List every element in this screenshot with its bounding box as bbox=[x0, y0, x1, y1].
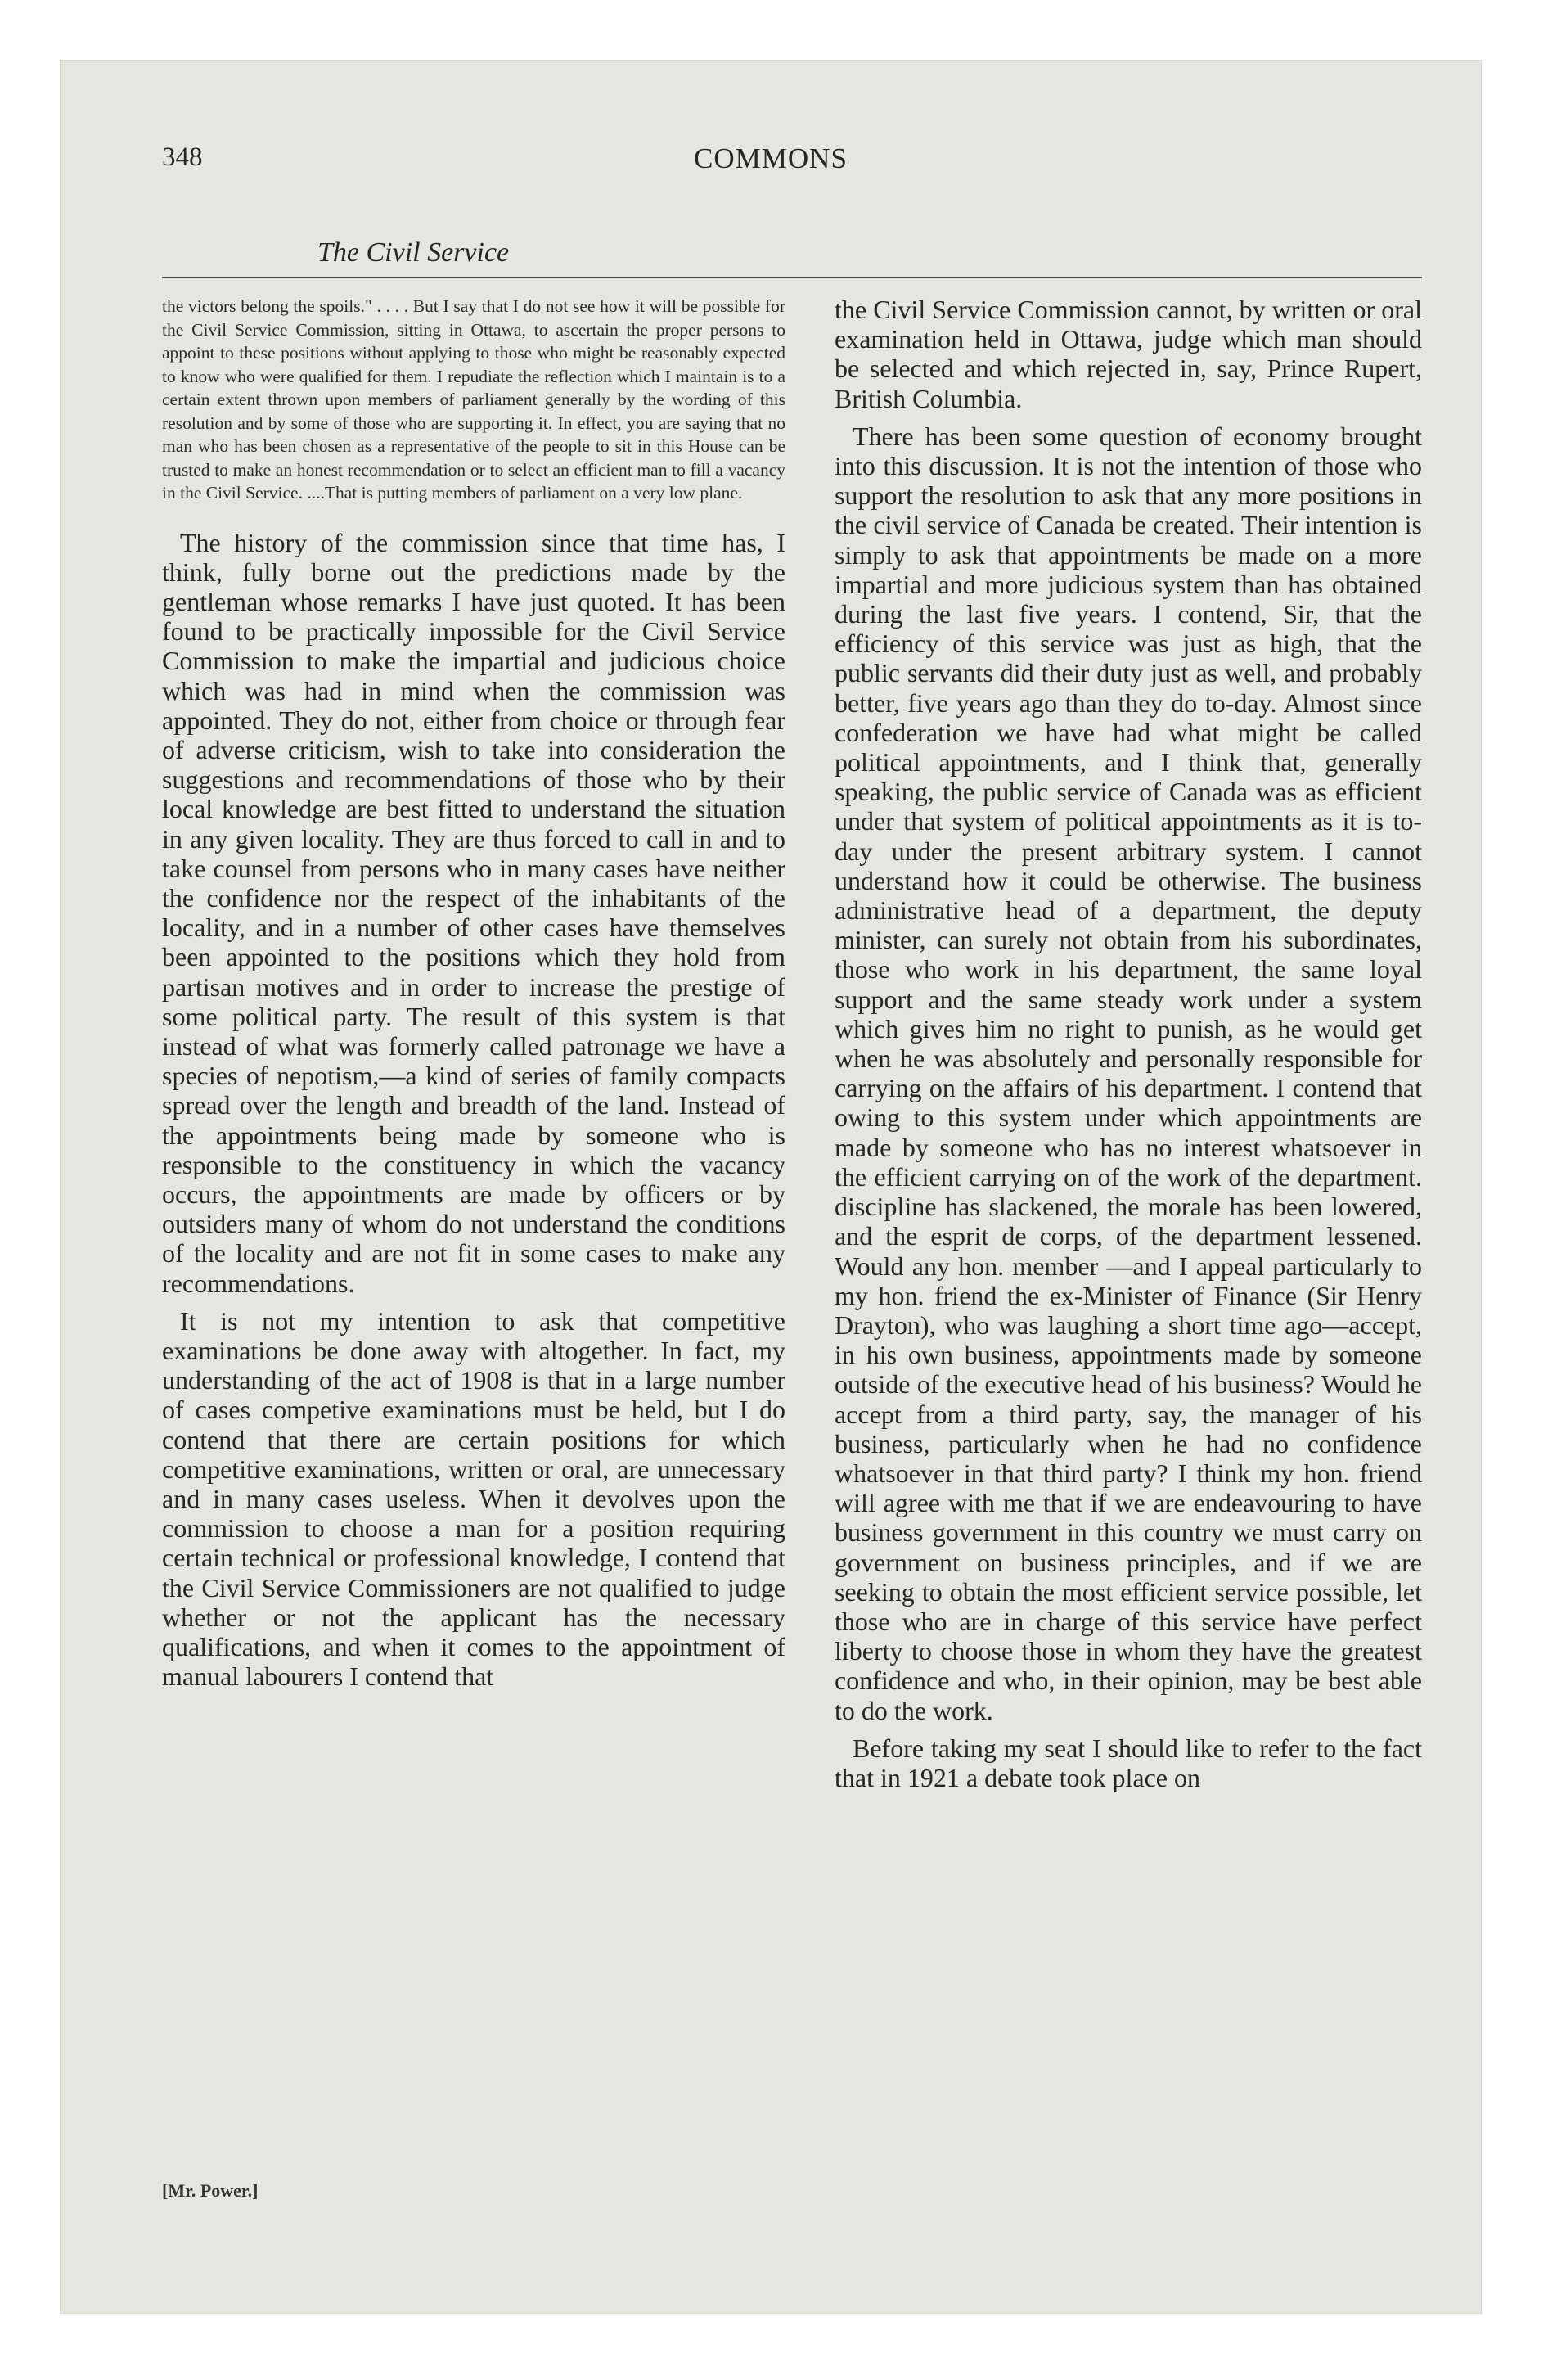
paragraph: the Civil Service Commission cannot, by written or oral examination held in Ottawa, judge which man should be selected and which rejected in, say, Prince Rupert, British Columbia. bbox=[835, 295, 1422, 413]
page-content bbox=[119, 61, 1422, 2313]
paragraph: The history of the commission since that time has, I think, fully borne out the predictions made by the gentleman whose remarks I have just quoted. It has been found to be practically impossible for the Civil Service Commission to make the impartial and judicious choice which was had in mind when the commission was appointed. They do not, either from choice or through fear of adverse criticism, wish to take into consideration the suggestions and recommendations of those who by their local knowledge are best fitted to understand the situation in any given locality. They are thus forced to call in and to take counsel from persons who in many cases have neither the confidence nor the respect of the inhabitants of the locality, and in a number of other cases have themselves been appointed to the positions which they hold from partisan motives and in order to increase the prestige of some political party. The result of this system is that instead of what was formerly called patronage we have a species of nepotism,—a kind of series of family compacts spread over the length and breadth of the land. Instead of the appointments being made by someone who is responsible to the constituency in which the vacancy occurs, the appointments are made by officers or by outsiders many of whom do not understand the conditions of the locality and are not fit in some cases to make any recommendations. bbox=[162, 527, 785, 1298]
quoted-passage: the victors belong the spoils." . . . . But I say that I do not see how it will be possible for the Civil Service Commission, sitting in Ottawa, to ascertain the proper persons to appoint to these positions without applying to those who might be reasonably expected to know who were qualified for them. I repudiate the reflection which I maintain is to a certain extent thrown upon members of parliament generally by the wording of this resolution and by some of those who are supporting it. In effect, you are saying that no man who has been chosen as a representative of the people to sit in this House can be trusted to make an honest recommendation or to select an efficient man to fill a vacancy in the Civil Service. ....That is putting members of parliament on a very low plane. bbox=[162, 296, 785, 503]
right-column bbox=[835, 295, 1422, 1792]
scanned-page bbox=[61, 61, 1481, 2313]
header-rule bbox=[162, 277, 1422, 278]
left-column bbox=[162, 295, 785, 1691]
paragraph: There has been some question of economy brought into this discussion. It is not the intention of those who support the resolution to ask that any more positions in the civil service of Canada be created. Their intention is simply to ask that appointments be made on a more impartial and more judicious system than has obtained during the last five years. I contend, Sir, that the efficiency of this service was just as high, that the public servants did their duty just as well, and probably better, five years ago than they do to-day. Almost since confederation we have had what might be called political appointments, and I think that, generally speaking, the public service of Canada was as efficient under that system of political appointments as it is to-day under the present arbitrary system. I cannot understand how it could be otherwise. The business administrative head of a department, the deputy minister, can surely not obtain from his subordinates, those who work in his department, the same loyal support and the same steady work under a system which gives him no right to punish, as he would get when he was absolutely and personally responsible for carrying on the affairs of his department. I contend that owing to this system under which appointments are made by someone who has no interest whatsoever in the efficient carrying on of the work of the department. discipline has slackened, the morale has been lowered, and the esprit de corps, of the department lessened. Would any hon. member —and I appeal particularly to my hon. friend the ex-Minister of Finance (Sir Henry Drayton), who was laughing a short time ago—accept, in his own business, appointments made by someone outside of the executive head of his business? Would he accept from a third party, say, the manager of his business, particularly when he had no confidence whatsoever in that third party? I think my hon. friend will agree with me that if we are endeavouring to have business government in this country we must carry on government on business principles, and if we are seeking to obtain the most efficient service possible, let those who are in charge of this service have perfect liberty to choose those in whom they have the greatest confidence and who, in their opinion, may be best able to do the work. bbox=[835, 421, 1422, 1725]
page-header bbox=[119, 142, 1422, 282]
running-head: COMMONS bbox=[694, 142, 848, 174]
paragraph: Before taking my seat I should like to refer to the fact that in 1921 a debate took place on bbox=[835, 1733, 1422, 1792]
speaker-note: [Mr. Power.] bbox=[162, 2180, 259, 2201]
section-subheading: The Civil Service bbox=[317, 237, 510, 268]
paragraph: It is not my intention to ask that competitive examinations be done away with altogether. In fact, my understanding of the act of 1908 is that in a large number of cases competive examinations must be held, but I do contend that there are certain positions for which competitive examinations, written or oral, are unnecessary and in many cases useless. When it devolves upon the commission to choose a man for a position requiring certain technical or professional knowledge, I contend that the Civil Service Commissioners are not qualified to judge whether or not the applicant has the necessary qualifications, and when it comes to the appointment of manual labourers I contend that bbox=[162, 1305, 785, 1692]
page-number: 348 bbox=[162, 142, 203, 172]
